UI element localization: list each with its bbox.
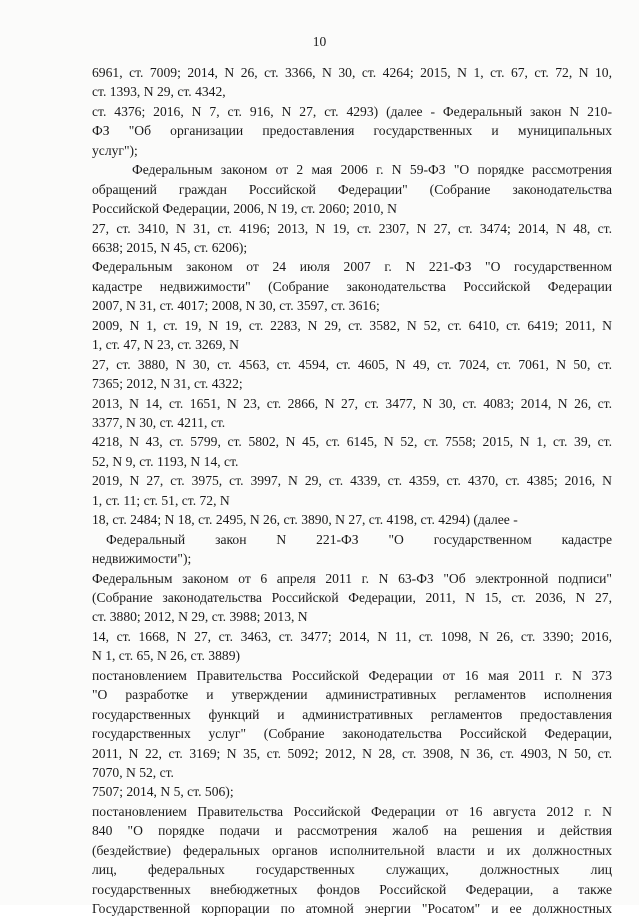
- text-line: Государственной корпорации по атомной энергии "Росатом" и ее должностных: [92, 901, 612, 917]
- text-line: 2011, N 22, ст. 3169; N 35, ст. 5092; 2012, N 28, ст. 3908, N 36, ст. 4903, N 50, ст.: [92, 745, 612, 761]
- text-line: 6961, ст. 7009; 2014, N 26, ст. 3366, N 30, ст. 4264; 2015, N 1, ст. 67, ст. 72, N 10,: [92, 65, 612, 80]
- text-line: Федеральным законом от 24 июля 2007 г. N 221-ФЗ "О государственном: [92, 259, 612, 275]
- text-line: обращений граждан Российской Федерации" (Собрание законодательства: [92, 181, 612, 197]
- text-line: недвижимости");: [92, 551, 192, 567]
- text-line: 18, ст. 2484; N 18, ст. 2495, N 26, ст. 3890, N 27, ст. 4198, ст. 4294) (далее -: [92, 512, 518, 528]
- text-line: 2013, N 14, ст. 1651, N 23, ст. 2866, N 27, ст. 3477, N 30, ст. 4083; 2014, N 26, ст.: [92, 395, 612, 411]
- text-line: постановлением Правительства Российской Федерации от 16 августа 2012 г. N: [92, 803, 612, 819]
- text-line: 7507; 2014, N 5, ст. 506);: [92, 784, 234, 800]
- text-line: Федеральным законом от 6 апреля 2011 г. N 63-ФЗ "Об электронной подписи": [92, 570, 612, 586]
- text-line: постановлением Правительства Российской Федерации от 16 мая 2011 г. N 373: [92, 667, 612, 683]
- text-line: услуг");: [92, 142, 138, 158]
- text-line: Федеральным законом от 2 мая 2006 г. N 59-ФЗ "О порядке рассмотрения: [132, 162, 612, 178]
- text-line: 27, ст. 3410, N 31, ст. 4196; 2013, N 19, ст. 2307, N 27, ст. 3474; 2014, N 48, ст.: [92, 220, 612, 236]
- text-line: 14, ст. 1668, N 27, ст. 3463, ст. 3477; 2014, N 11, ст. 1098, N 26, ст. 3390; 2016,: [92, 628, 612, 644]
- text-line: 1, ст. 47, N 23, ст. 3269, N: [92, 337, 239, 353]
- text-line: 52, N 9, ст. 1193, N 14, ст.: [92, 453, 239, 469]
- document-body: [92, 63, 612, 919]
- text-line: ст. 1393, N 29, ст. 4342,: [92, 84, 226, 100]
- text-line: 1, ст. 11; ст. 51, ст. 72, N: [92, 492, 230, 508]
- text-line: N 1, ст. 65, N 26, ст. 3889): [92, 648, 241, 664]
- text-line: 7365; 2012, N 31, ст. 4322;: [92, 376, 243, 392]
- text-line: Российской Федерации, 2006, N 19, ст. 2060; 2010, N: [92, 201, 397, 217]
- text-line: ФЗ "Об организации предоставления государственных и муниципальных: [92, 123, 612, 139]
- text-line: 27, ст. 3880, N 30, ст. 4563, ст. 4594, ст. 4605, N 49, ст. 7024, ст. 7061, N 50, ст.: [92, 356, 612, 372]
- text-line: 840 "О порядке подачи и рассмотрения жалоб на решения и действия: [92, 823, 612, 839]
- text-line: государственных услуг" (Собрание законодательства Российской Федерации,: [92, 726, 612, 742]
- text-line: (бездействие) федеральных органов исполнительной власти и их должностных: [92, 842, 612, 858]
- text-line: ст. 3880; 2012, N 29, ст. 3988; 2013, N: [92, 609, 308, 625]
- text-line: 4218, N 43, ст. 5799, ст. 5802, N 45, ст. 6145, N 52, ст. 7558; 2015, N 1, ст. 39, ст.: [92, 434, 612, 450]
- text-line: 2019, N 27, ст. 3975, ст. 3997, N 29, ст. 4339, ст. 4359, ст. 4370, ст. 4385; 2016, N: [92, 473, 612, 489]
- text-line: государственных функций и административных регламентов предоставления: [92, 706, 612, 722]
- text-line: лиц, федеральных государственных служащих, должностных лиц: [92, 862, 612, 878]
- text-line: Федеральный закон N 221-ФЗ "О государственном кадастре: [106, 531, 612, 547]
- text-line: ст. 4376; 2016, N 7, ст. 916, N 27, ст. 4293) (далее - Федеральный закон N 210-: [92, 103, 612, 119]
- text-line: государственных внебюджетных фондов Российской Федерации, а также: [92, 881, 612, 897]
- text-line: 2009, N 1, ст. 19, N 19, ст. 2283, N 29, ст. 3582, N 52, ст. 6410, ст. 6419; 2011, N: [92, 317, 612, 333]
- text-line: 3377, N 30, ст. 4211, ст.: [92, 414, 226, 430]
- text-line: "О разработке и утверждении административных регламентов исполнения: [92, 687, 612, 703]
- text-line: 2007, N 31, ст. 4017; 2008, N 30, ст. 3597, ст. 3616;: [92, 298, 380, 314]
- text-line: кадастре недвижимости" (Собрание законодательства Российской Федерации: [92, 278, 612, 294]
- text-line: (Собрание законодательства Российской Федерации, 2011, N 15, ст. 2036, N 27,: [92, 590, 612, 605]
- text-line: 7070, N 52, ст.: [92, 764, 174, 780]
- page-number: 10: [312, 34, 327, 49]
- text-line: 6638; 2015, N 45, ст. 6206);: [92, 239, 248, 255]
